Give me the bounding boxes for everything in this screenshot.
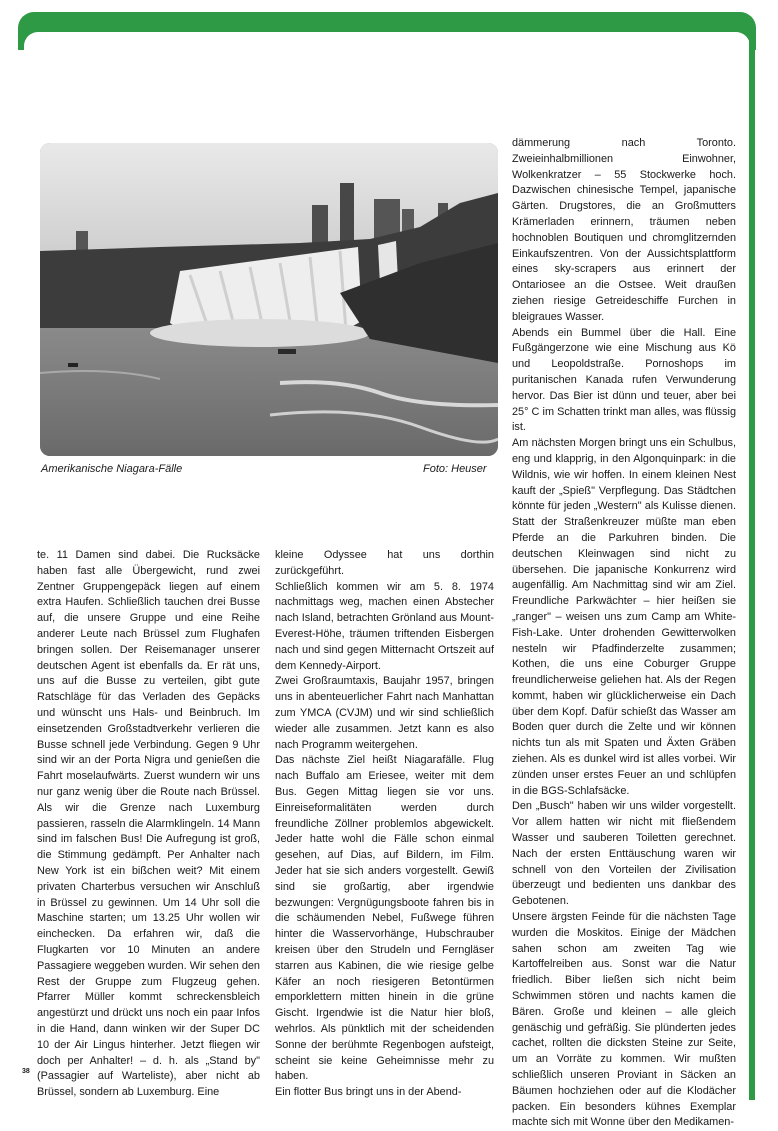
- photo-credit: Foto: Heuser: [423, 463, 487, 475]
- paragraph: Abends ein Bummel über die Hall. Eine Fußgängerzone wie eine Mischung aus Kö und Leopoldstraße. Pornoshops im puritanischen Kanada rufen Verwunderung hervor. Das Bier ist dünn und teuer, aber bei 25° C im Schatten trinkt man alles, was flüssig ist.: [512, 326, 736, 434]
- paragraph: Unsere ärgsten Feinde für die nächsten Tage wurden die Moskitos. Einige der Mädchen sahen schon am zweiten Tag wie Kartoffelreiben aus. Sonst war die Natur friedlich. Biber ließen sich nicht beim Schwimmen stören und nachts kamen die Bären. Große und kleinen – alle gleich genäschig und gefräßig. Sie plünderten jedes cachet, rollten die dicksten Steine zur Seite, um an Vorräte zu kommen. Wir mußten schließlich unseren Proviant in Säcken an Bäumen hochziehen oder auf die Klodächer packen. Ein besonders kühnes Exemplar machte sich mit Wonne über den Medikamen-: [512, 911, 736, 1129]
- paragraph: Das nächste Ziel heißt Niagarafälle. Flug nach Buffalo am Eriesee, weiter mit dem Bus. Gegen Mittag liegen sie vor uns. Einreiseformalitäten werden durch freundliche Zöllner problemlos abgewickelt. Jeder hatte wohl die Fälle schon einmal gesehen, auf Dias, auf Bildern, im Film. Jeder hat sie sich anders vorgestellt. Gewiß sind sie großartig, aber irgendwie bezwungen: Vergnügungsboote fahren bis in die schäumenden Nebel, Fußwege führen hinter die Wasservorhänge, Hubschrauber kreisen über den Strudeln und Ferngläser starren aus Kabinen, die wie riesige gelbe Käfer an noch riesigeren Betontürmen emporklettern mitten hinein in die grüne Gischt. Irgendwie ist die Natur hier bloß, wehrlos. Als pünktlich mit der scheidenden Sonne der berühmte Regenbogen aufsteigt, scheint sie keine Geheimnisse mehr zu haben.: [275, 754, 494, 1083]
- niagara-falls-photo: [40, 143, 498, 456]
- paragraph: Zwei Großraumtaxis, Baujahr 1957, bringen uns in abenteuerlicher Fahrt nach Manhattan zum YMCA (CVJM) und wir sind schließlich wieder alle zusammen. Jetzt kann es also nach Programm weitergehen.: [275, 675, 494, 751]
- paragraph: Den „Busch" haben wir uns wilder vorgestellt. Vor allem hatten wir nicht mit fließendem Wasser und sauberen Toiletten gerechnet. Nach der ersten Enttäuschung waren wir schnell von den Vorteilen der Zivilisation überzeugt und bedienten uns dankbar des Gebotenen.: [512, 800, 736, 908]
- paragraph: Schließlich kommen wir am 5. 8. 1974 nachmittags weg, machen einen Abstecher nach Island, betrachten Grönland aus Mount-Everest-Höhe, träumen triftenden Eisbergen nach und sind gegen Mitternacht Ortszeit auf dem Kennedy-Airport.: [275, 580, 494, 672]
- paragraph: te. 11 Damen sind dabei. Die Rucksäcke haben fast alle Übergewicht, rund zwei Zentner Gruppengepäck liegen auf einem extra Haufen. Schließlich tauchen drei Busse auf, die unsere Gruppe und eine Reihe anderer Leute nach Brüssel zum Flughafen bringen sollen. Der Reisemanager unserer deutschen Agent ist ebenfalls da. Er rät uns, uns auf die Busse zu verteilen, gibt gute Ratschläge für das Verladen des Gepäcks und wünscht uns Hals- und Beinbruch. Im einsetzenden Großstadtverkehr verlieren die Busse schnell jede Verbindung. Gegen 9 Uhr sind wir an der Porta Nigra und genießen die Fahrt moselaufwärts. Zuerst wundern wir uns nur ganz wenig über die Route nach Brüssel. Als wir die Grenze nach Luxemburg passieren, rasseln die Alarmklingeln. 14 Mann sind im falschen Bus! Die Aufregung ist groß, die Stimmung gedämpft. Per Anhalter nach New York ist ein bißchen weit? Mit einem privaten Charterbus versuchen wir Anschluß in Brüssel zu gewinnen. Um 14 Uhr soll die Maschine starten; um 13.25 Uhr wollen wir einchecken. Da erfahren wir, daß die Flugkarten vor 10 Minuten an andere Passagiere weggeben wurden. Wir sehen den Rest der Gruppe zum Flugzeug gehen. Pfarrer Müller kommt schreckensbleich angestürzt und drückt uns noch ein paar Infos in die Hand, dann winken wir der Super DC 10 der Air Lingus hinterher. Jetzt fliegen wir doch per Anhalter! – d. h. als „Stand by" (Passagier auf Warteliste), aber nicht ab Brüssel, sondern ab Luxemburg. Eine: [37, 549, 260, 1099]
- page-number: 38: [22, 1068, 30, 1075]
- paragraph: kleine Odyssee hat uns dorthin zurückgeführt.: [275, 549, 494, 577]
- paragraph: Am nächsten Morgen bringt uns ein Schulbus, eng und klapprig, in den Algonquinpark: in die Wildnis, wie wir hoffen. In einem kleinen Nest kauft der „Spieß" Verpflegung. Das Städtchen könnte für jeden „Western" als Kulisse dienen. Statt der Straßenkreuzer müßte man eben Pferde an die Parkuhren binden. Die deutschen Kleinwagen sind nicht zu übersehen. Die japanische Konkurrenz wird augenfällig. Am Nachmittag sind wir am Ziel. Freundliche Parkwächter – hier heißen sie „ranger" – weisen uns zum Camp am White-Fish-Lake. Unter drohenden Gewitterwolken nesteln wir Pfadfinderzelte zusammen; Kothen, die uns eine Coburger Gruppe freundlicherweise geliehen hat. Als der Regen kommt, haben wir glücklicherweise ein Dach über dem Kopf. Dafür schießt das Wasser am Boden quer durch die Zelte und wir können nichts tun als mit Spaten und Äxten Gräben ziehen. Als es dunkel wird ist alles vorbei. Wir zünden unser erstes Feuer an und schlüpfen in die BGS-Schlafsäcke.: [512, 437, 736, 797]
- photo-caption: Amerikanische Niagara-Fälle: [41, 463, 183, 475]
- text-column-middle: [275, 548, 494, 1101]
- text-column-left: [37, 548, 260, 1101]
- paragraph: Ein flotter Bus bringt uns in der Abend-: [275, 1086, 462, 1099]
- green-margin-edge: [749, 40, 755, 1100]
- paragraph: dämmerung nach Toronto. Zweieinhalbmillionen Einwohner, Wolkenkratzer – 55 Stockwerke hoch. Dazwischen chinesische Tempel, japanische Gärten. Drugstores, die an Großmutters Krämerladen erinnern, träumen neben hochnoblen Boutiquen und chromglitzernden Einkaufszentren. Von der Aussichtsplattform eines sky-scrapers aus erinnert der Ontariosee an die Ostsee. Weit draußen ziehen riesige Getreideschiffe Furchen in bleigraues Wasser.: [512, 137, 736, 323]
- text-column-right: [512, 136, 736, 1131]
